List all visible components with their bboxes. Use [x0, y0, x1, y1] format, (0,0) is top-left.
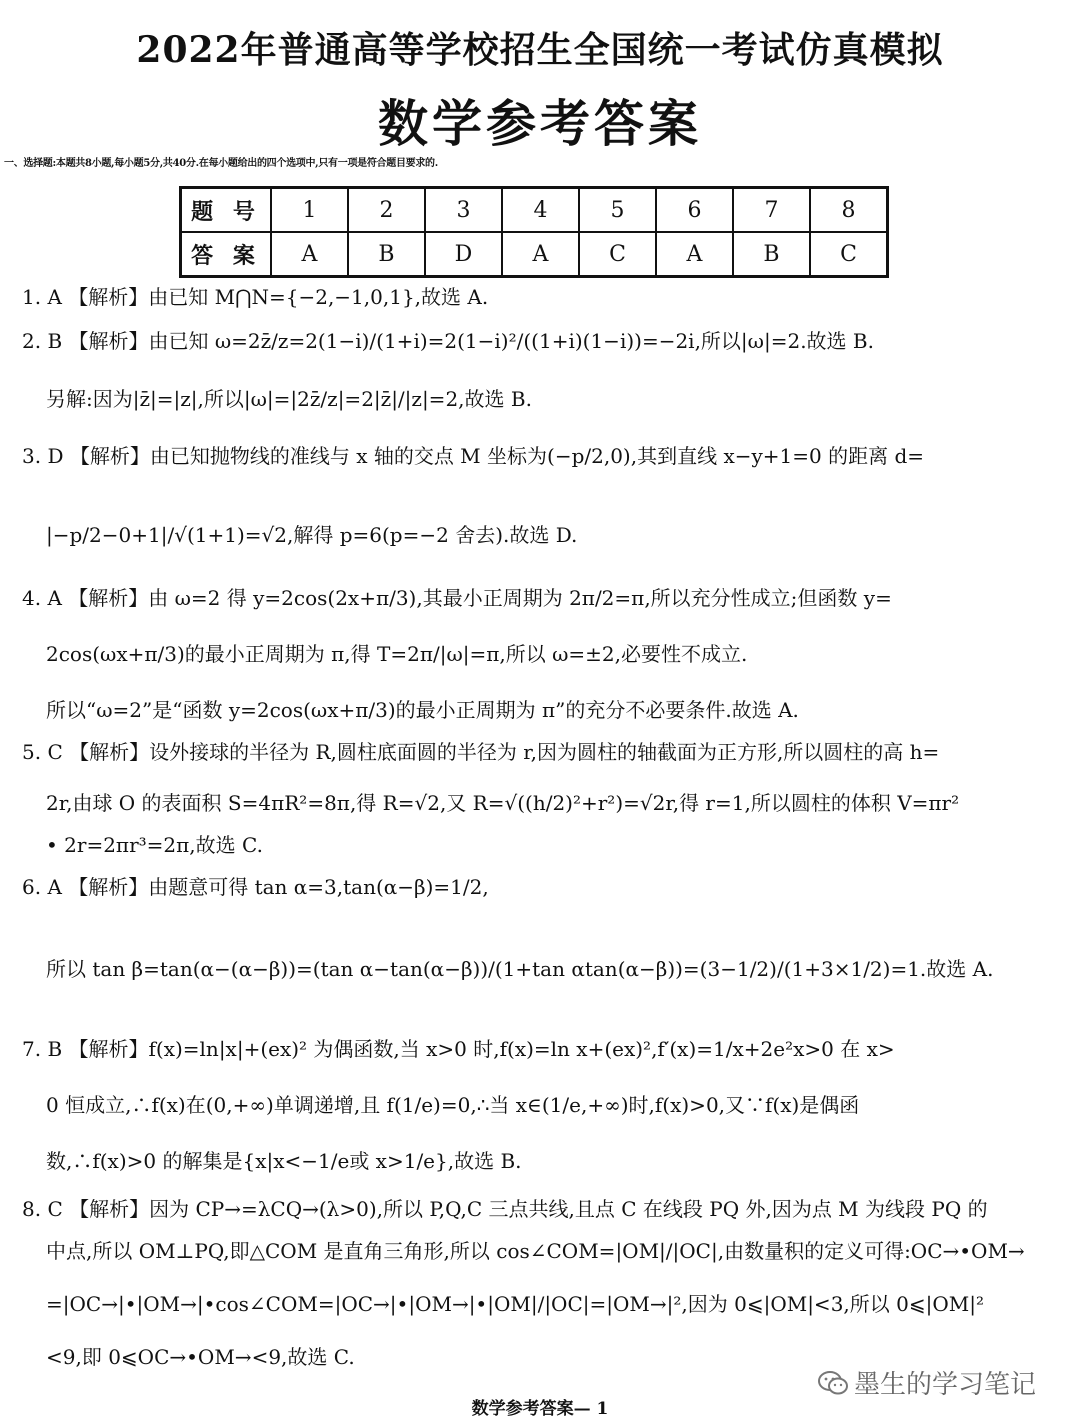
table-cell: B: [733, 232, 810, 277]
table-row: [181, 188, 888, 233]
solution-line-q3-cont: |−p/2−0+1|/√(1+1)=√2,解得 p=6(p=−2 舍去).故选 D.: [46, 523, 578, 547]
watermark: [818, 1364, 1036, 1401]
table-cell: 8: [810, 188, 888, 233]
solution-line-q8-cont2: =|OC→|•|OM→|•cos∠COM=|OC→|•|OM→|•|OM|/|OC|=|OM→|²,因为 0⩽|OM|<3,所以 0⩽|OM|²: [46, 1292, 984, 1316]
page-footer: 数学参考答案— 1: [471, 1399, 609, 1419]
table-cell: A: [502, 232, 579, 277]
table-cell: D: [425, 232, 502, 277]
section-heading: 一、选择题:本题共8小题,每小题5分,共40分.在每小题给出的四个选项中,只有一项是符合题目要求的.: [4, 158, 438, 169]
solution-line-q8-end: <9,即 0⩽OC→•OM→<9,故选 C.: [46, 1345, 355, 1369]
solution-line-q7-cont: 0 恒成立,∴f(x)在(0,+∞)单调递增,且 f(1/e)=0,∴当 x∈(1/e,+∞)时,f(x)>0,又∵f(x)是偶函: [46, 1093, 860, 1117]
watermark-text: 墨生的学习笔记: [854, 1370, 1037, 1400]
solution-line-q8: 8. C 【解析】因为 CP→=λCQ→(λ>0),所以 P,Q,C 三点共线,且点 C 在线段 PQ 外,因为点 M 为线段 PQ 的: [22, 1197, 988, 1221]
table-cell: 3: [425, 188, 502, 233]
solution-line-q6: 6. A 【解析】由题意可得 tan α=3,tan(α−β)=1/2,: [22, 875, 489, 899]
page-title: 2022年普通高等学校招生全国统一考试仿真模拟: [136, 29, 944, 71]
table-cell: 7: [733, 188, 810, 233]
table-row-label: 答 案: [181, 232, 272, 277]
table-row-label: 题 号: [181, 188, 272, 233]
solution-line-q3: 3. D 【解析】由已知抛物线的准线与 x 轴的交点 M 坐标为(−p/2,0),其到直线 x−y+1=0 的距离 d=: [22, 444, 925, 468]
solution-line-q8-cont: 中点,所以 OM⊥PQ,即△COM 是直角三角形,所以 cos∠COM=|OM|/|OC|,由数量积的定义可得:OC→•OM→: [46, 1239, 1025, 1263]
table-row: [181, 232, 888, 277]
table-cell: A: [656, 232, 733, 277]
solution-line-q2: 2. B 【解析】由已知 ω=2z̄/z=2(1−i)/(1+i)=2(1−i)²/((1+i)(1−i))=−2i,所以|ω|=2.故选 B.: [22, 329, 874, 353]
solution-line-q6-cont: 所以 tan β=tan(α−(α−β))=(tan α−tan(α−β))/(1+tan αtan(α−β))=(3−1/2)/(1+3×1/2)=1.故选 A.: [46, 957, 994, 981]
solution-line-q4: 4. A 【解析】由 ω=2 得 y=2cos(2x+π/3),其最小正周期为 2π/2=π,所以充分性成立;但函数 y=: [22, 586, 892, 610]
table-cell: C: [810, 232, 888, 277]
table-cell: B: [348, 232, 425, 277]
solution-line-q4-conclusion: 所以“ω=2”是“函数 y=2cos(ωx+π/3)的最小正周期为 π”的充分不必要条件.故选 A.: [46, 698, 799, 722]
solution-line-q5-end: • 2r=2πr³=2π,故选 C.: [46, 833, 263, 857]
table-cell: 6: [656, 188, 733, 233]
answer-table: [179, 186, 889, 278]
wechat-icon: [818, 1370, 848, 1396]
solution-line-q7-end: 数,∴f(x)>0 的解集是{x|x<−1/e或 x>1/e},故选 B.: [46, 1149, 522, 1173]
solution-line-q7: 7. B 【解析】f(x)=ln|x|+(ex)² 为偶函数,当 x>0 时,f(x)=ln x+(ex)²,f′(x)=1/x+2e²x>0 在 x>: [22, 1037, 895, 1061]
table-cell: 4: [502, 188, 579, 233]
solution-line-q2-alt: 另解:因为|z̄|=|z|,所以|ω|=|2z̄/z|=2|z̄|/|z|=2,故选 B.: [46, 387, 532, 411]
solution-line-q5-cont: 2r,由球 O 的表面积 S=4πR²=8π,得 R=√2,又 R=√((h/2)²+r²)=√2r,得 r=1,所以圆柱的体积 V=πr²: [46, 791, 960, 815]
table-cell: 1: [271, 188, 348, 233]
table-cell: 5: [579, 188, 656, 233]
solution-line-q1: 1. A 【解析】由已知 M⋂N={−2,−1,0,1},故选 A.: [22, 285, 489, 309]
table-cell: C: [579, 232, 656, 277]
page-subtitle: 数学参考答案: [378, 94, 702, 153]
solution-line-q4-cont: 2cos(ωx+π/3)的最小正周期为 π,得 T=2π/|ω|=π,所以 ω=±2,必要性不成立.: [46, 642, 748, 666]
solution-line-q5: 5. C 【解析】设外接球的半径为 R,圆柱底面圆的半径为 r,因为圆柱的轴截面为正方形,所以圆柱的高 h=: [22, 740, 940, 764]
table-cell: 2: [348, 188, 425, 233]
table-cell: A: [271, 232, 348, 277]
